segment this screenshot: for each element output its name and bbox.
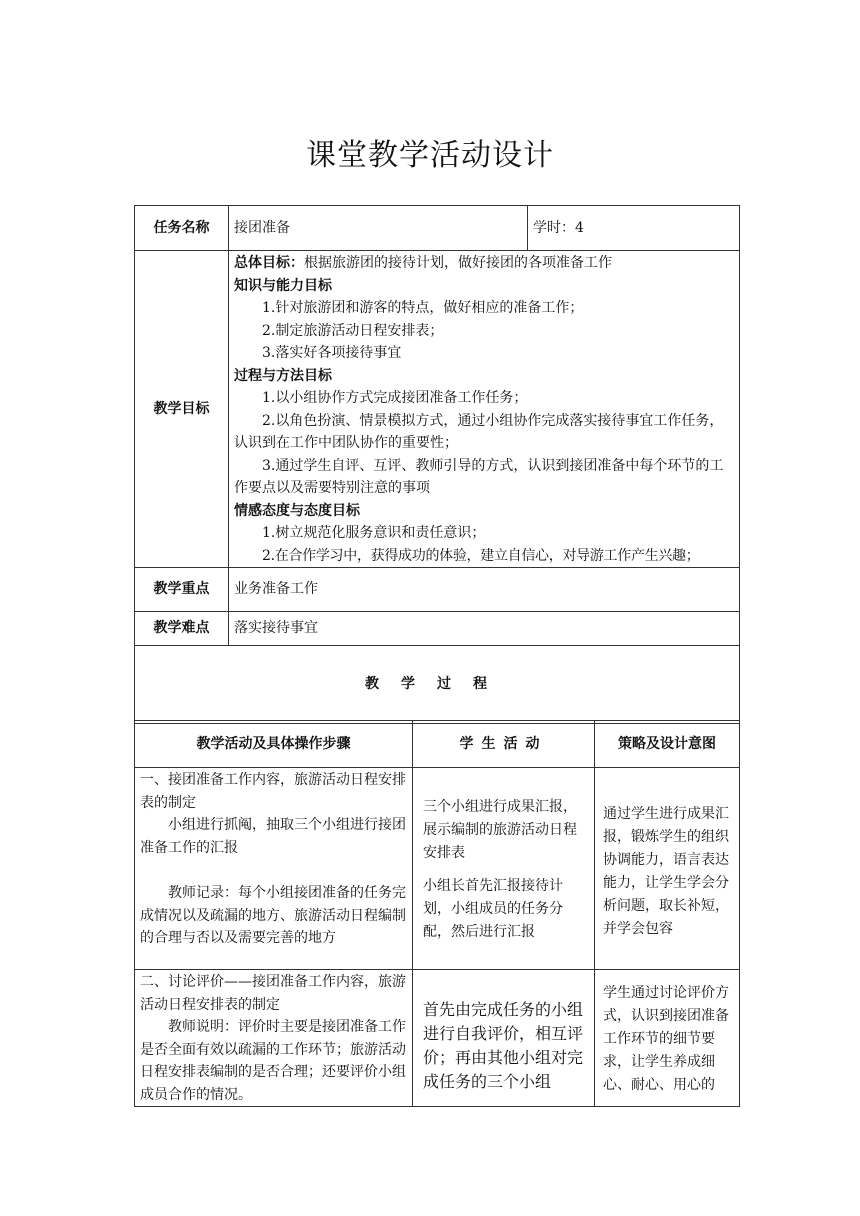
emotion-item: 2.在合作学习中，获得成功的体验，建立自信心，对导游工作产生兴趣； (262, 547, 700, 564)
key-point-value: 业务准备工作 (229, 568, 740, 612)
row-1-student-p1: 三个小组进行成果汇报，展示编制的旅游活动日程安排表 (423, 799, 577, 861)
difficulty-label: 教学难点 (135, 612, 229, 646)
column-student: 学生活动 (413, 721, 595, 768)
process-item: 3.通过学生自评、互评、教师引导的方式，认识到接团准备中每个环节的工作要点以及需要特别注意的事项 (234, 457, 724, 496)
row-2-steps (135, 970, 413, 1107)
process-heading: 过程与方法目标 (234, 367, 332, 384)
process-item: 1.以小组协作方式完成接团准备工作任务； (262, 390, 528, 406)
row-1-steps-title: 一、接团准备工作内容，旅游活动日程安排表的制定 (140, 772, 406, 811)
task-name-value: 接团准备 (229, 206, 528, 251)
overall-objective (234, 252, 734, 275)
objectives-label: 教学目标 (135, 251, 229, 568)
row-1-steps-p1: 小组进行抓阄，抽取三个小组进行接团准备工作的汇报 (140, 817, 406, 856)
overall-text: 根据旅游团的接待计划，做好接团的各项准备工作 (304, 255, 612, 271)
page-title: 课堂教学活动设计 (306, 138, 554, 173)
objectives-content (229, 251, 740, 568)
column-steps: 教学活动及具体操作步骤 (135, 721, 413, 768)
row-1-student-p2: 小组长首先汇报接待计划，小组成员的任务分配，然后进行汇报 (423, 878, 563, 940)
row-1-steps (135, 768, 413, 970)
overall-label: 总体目标： (234, 255, 304, 271)
row-1-student (413, 768, 595, 970)
column-strategy: 策略及设计意图 (595, 721, 740, 768)
knowledge-item: 3.落实好各项接待事宜 (262, 345, 402, 361)
knowledge-item: 2.制定旅游活动日程安排表； (262, 322, 444, 339)
emotion-heading: 情感态度与态度目标 (234, 502, 360, 519)
knowledge-item: 1.针对旅游团和游客的特点，做好相应的准备工作； (262, 300, 584, 316)
process-item: 2.以角色扮演、情景模拟方式，通过小组协作完成落实接待事宜工作任务，认识到在工作中团队协作的重要性； (234, 412, 724, 451)
process-table (134, 720, 740, 1107)
row-1-strategy: 通过学生进行成果汇报，锻炼学生的组织协调能力，语言表达能力，让学生学会分析问题，取长补短，并学会包容 (595, 768, 740, 970)
row-1-steps-p2: 教师记录：每个小组接团准备的任务完成情况以及疏漏的地方、旅游活动日程编制的合理与否以及需要完善的地方 (140, 885, 406, 946)
key-point-label: 教学重点 (135, 568, 229, 612)
difficulty-value: 落实接待事宜 (229, 612, 740, 646)
emotion-item: 1.树立规范化服务意识和责任意识； (262, 525, 486, 541)
row-2-student: 首先由完成任务的小组进行自我评价，相互评价；再由其他小组对完成任务的三个小组 (413, 970, 595, 1107)
knowledge-heading: 知识与能力目标 (234, 277, 332, 294)
row-2-steps-p1: 教师说明：评价时主要是接团准备工作是否全面有效以疏漏的工作环节；旅游活动日程安排表编制的是否合理；还要评价小组成员合作的情况。 (140, 1019, 406, 1103)
info-table (134, 205, 740, 724)
task-hours: 学时：4 (528, 206, 740, 251)
row-2-steps-title: 二、讨论评价——接团准备工作内容，旅游活动日程安排表的制定 (140, 974, 406, 1013)
task-name-label: 任务名称 (135, 206, 229, 251)
process-title: 教学过程 (135, 646, 740, 724)
row-2-strategy: 学生通过讨论评价方式，认识到接团准备工作环节的细节要求，让学生养成细心、耐心、用心的 (595, 970, 740, 1107)
